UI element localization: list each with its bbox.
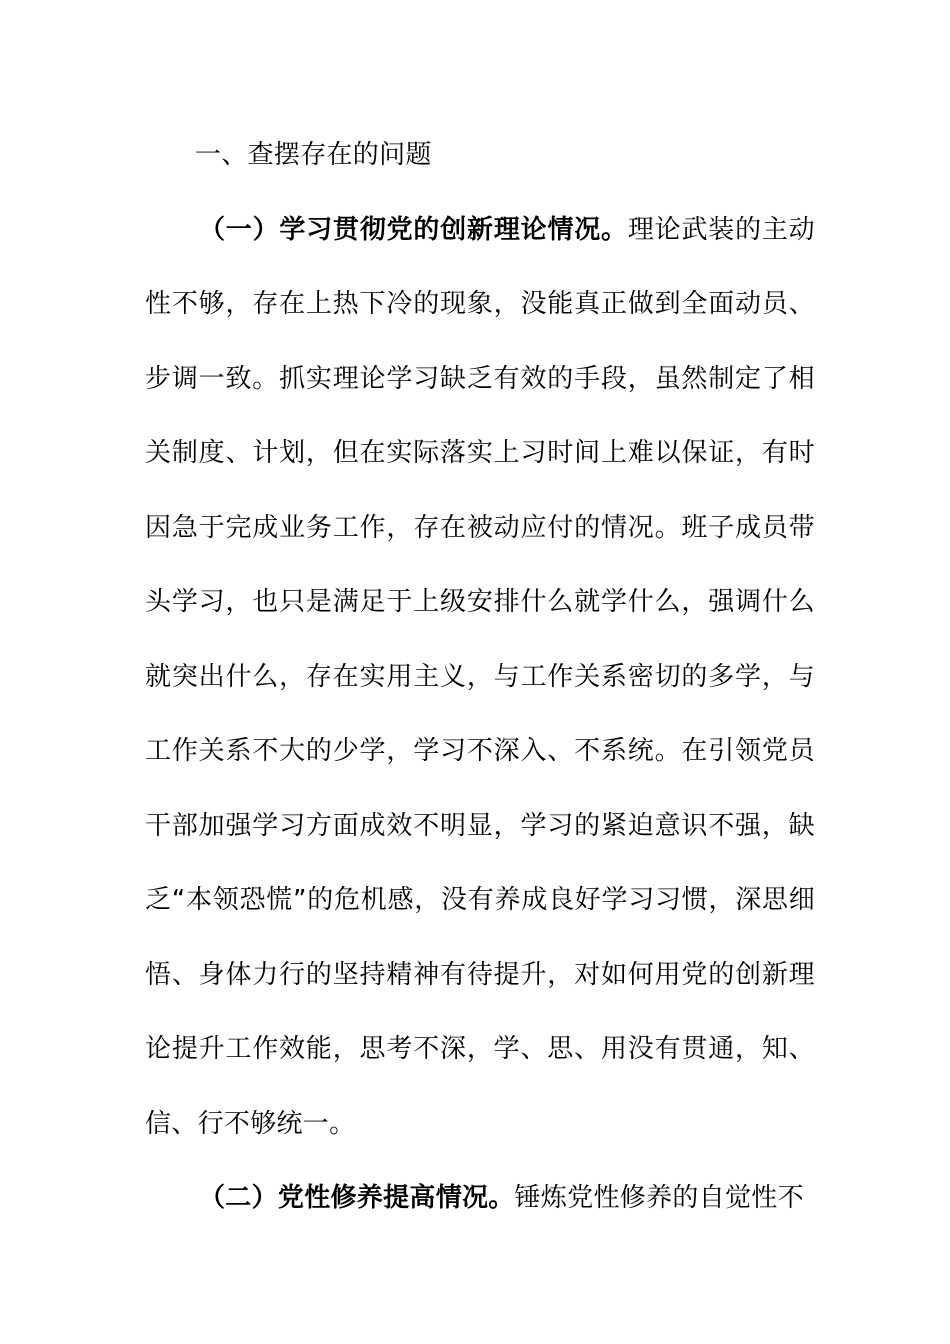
paragraph-body-study-theory: 理论武装的主动性不够，存在上热下冷的现象，没能真正做到全面动员、步调一致。抓实理论学习缺乏有效的手段，虽然制定了相关制度、计划，但在实际落实上习时间上难以保证，有时因急于完成业务工作，存在被动应付的情况。班子成员带头学习，也只是满足于上级安排什么就学什么，强调什么就突出什么，存在实用主义，与工作关系密切的多学，与工作关系不大的少学，学习不深入、不系统。在引领党员干部加强学习方面成效不明显，学习的紧迫意识不强，缺乏“本领恐慌”的危机感，没有养成良好学习习惯，深思细悟、身体力行的坚持精神有待提升，对如何用党的创新理论提升工作效能，思考不深，学、思、用没有贯通，知、信、行不够统一。 xyxy=(145,214,815,1139)
paragraph-body-party-spirit: 锤炼党性修养的自觉性不 xyxy=(514,1183,804,1213)
paragraph-party-spirit xyxy=(145,1161,815,1236)
paragraph-lead-party-spirit: （二）党性修养提高情况。 xyxy=(199,1183,515,1213)
paragraph-study-theory xyxy=(145,193,815,1162)
document-body xyxy=(145,118,815,1236)
paragraph-lead-study-theory: （一）学习贯彻党的创新理论情况。 xyxy=(199,214,628,245)
section-heading: 一、查摆存在的问题 xyxy=(195,140,432,170)
